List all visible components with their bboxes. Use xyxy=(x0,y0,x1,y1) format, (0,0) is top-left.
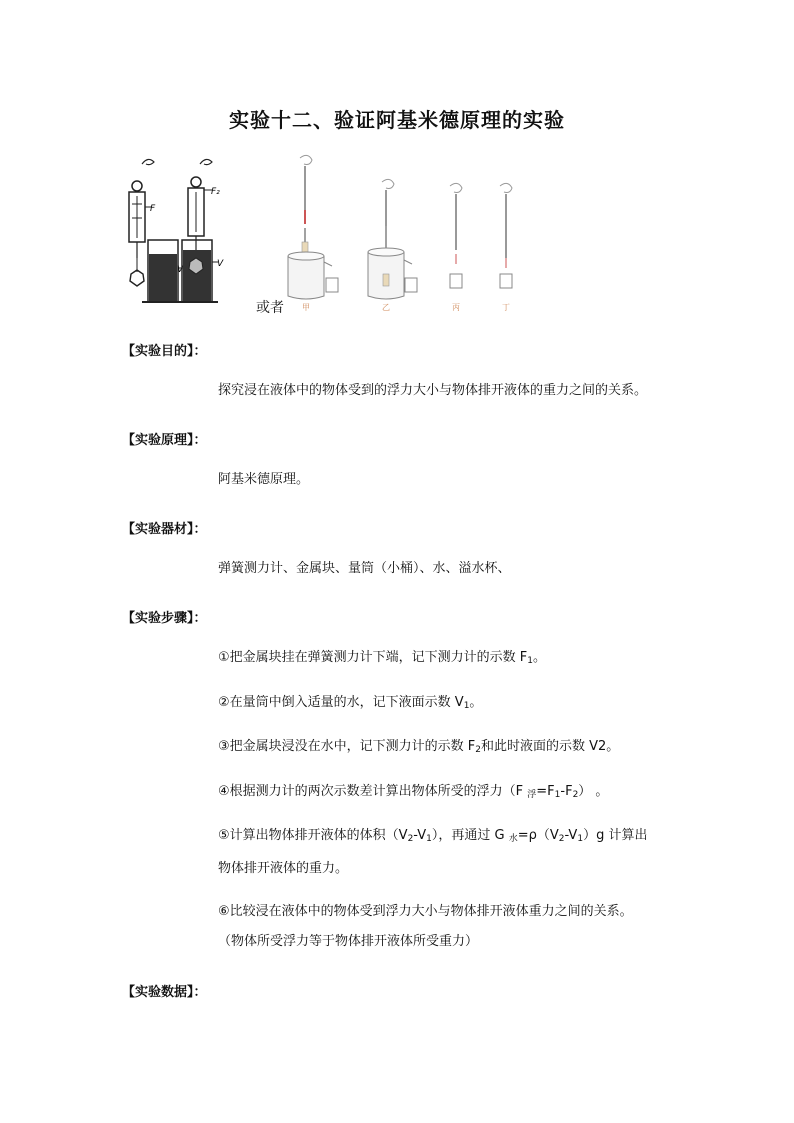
caption-yi: 乙 xyxy=(382,303,390,312)
experiment-figures xyxy=(120,150,540,320)
step-5: ⑤计算出物体排开液体的体积$(V_2-V_1)$，再通过 G $_水=\rho(V_2-V_1)g$ 计算出 物体排开液体的重力。 xyxy=(218,828,648,876)
step-3: ③把金属块浸没在水中，记下测力计的示数 $F_2$和此时液面的示数 V2。 xyxy=(218,739,620,755)
overflow-setup-bing xyxy=(450,183,462,312)
measuring-cylinder-1 xyxy=(142,240,184,302)
overflow-setup-yi xyxy=(368,179,417,312)
step-6: ⑥比较浸在液体中的物体受到浮力大小与物体排开液体重力之间的关系。 （物体所受浮力等于物体排开液体所受重力） xyxy=(218,904,633,949)
purpose-heading: 【实验目的】： xyxy=(122,344,207,359)
purpose-text: 探究浸在液体中的物体受到的浮力大小与物体排开液体的重力之间的关系。 xyxy=(218,383,648,398)
label-v1: V xyxy=(177,265,184,275)
overflow-setup-ding xyxy=(500,183,512,312)
overflow-setup-jia xyxy=(288,155,338,312)
step-2: ②在量筒中倒入适量的水，记下液面示数 $V_1$。 xyxy=(218,695,483,711)
materials-heading: 【实验器材】： xyxy=(122,522,207,537)
or-label: 或者 xyxy=(256,300,284,316)
step-1: ①把金属块挂在弹簧测力计下端，记下测力计的示数 $F_1$。 xyxy=(218,650,547,666)
caption-ding: 丁 xyxy=(502,303,510,312)
step-4: ④根据测力计的两次示数差计算出物体所受的浮力（F $_浮=F_1-F_2$） 。 xyxy=(218,784,609,800)
caption-bing: 丙 xyxy=(452,303,460,312)
label-f: F xyxy=(150,204,156,214)
measuring-cylinder-2 xyxy=(176,240,224,302)
caption-jia: 甲 xyxy=(302,303,310,312)
principle-heading: 【实验原理】： xyxy=(122,433,207,448)
principle-text: 阿基米德原理。 xyxy=(218,472,310,487)
label-f2: F₂ xyxy=(211,187,220,197)
data-heading: 【实验数据】： xyxy=(122,985,207,1000)
page-title: 实验十二、验证阿基米德原理的实验 xyxy=(229,108,565,132)
steps-heading: 【实验步骤】： xyxy=(122,611,207,626)
materials-text: 弹簧测力计、金属块、量筒（小桶）、水、溢水杯、 xyxy=(218,561,511,576)
label-v2: V xyxy=(217,259,224,269)
